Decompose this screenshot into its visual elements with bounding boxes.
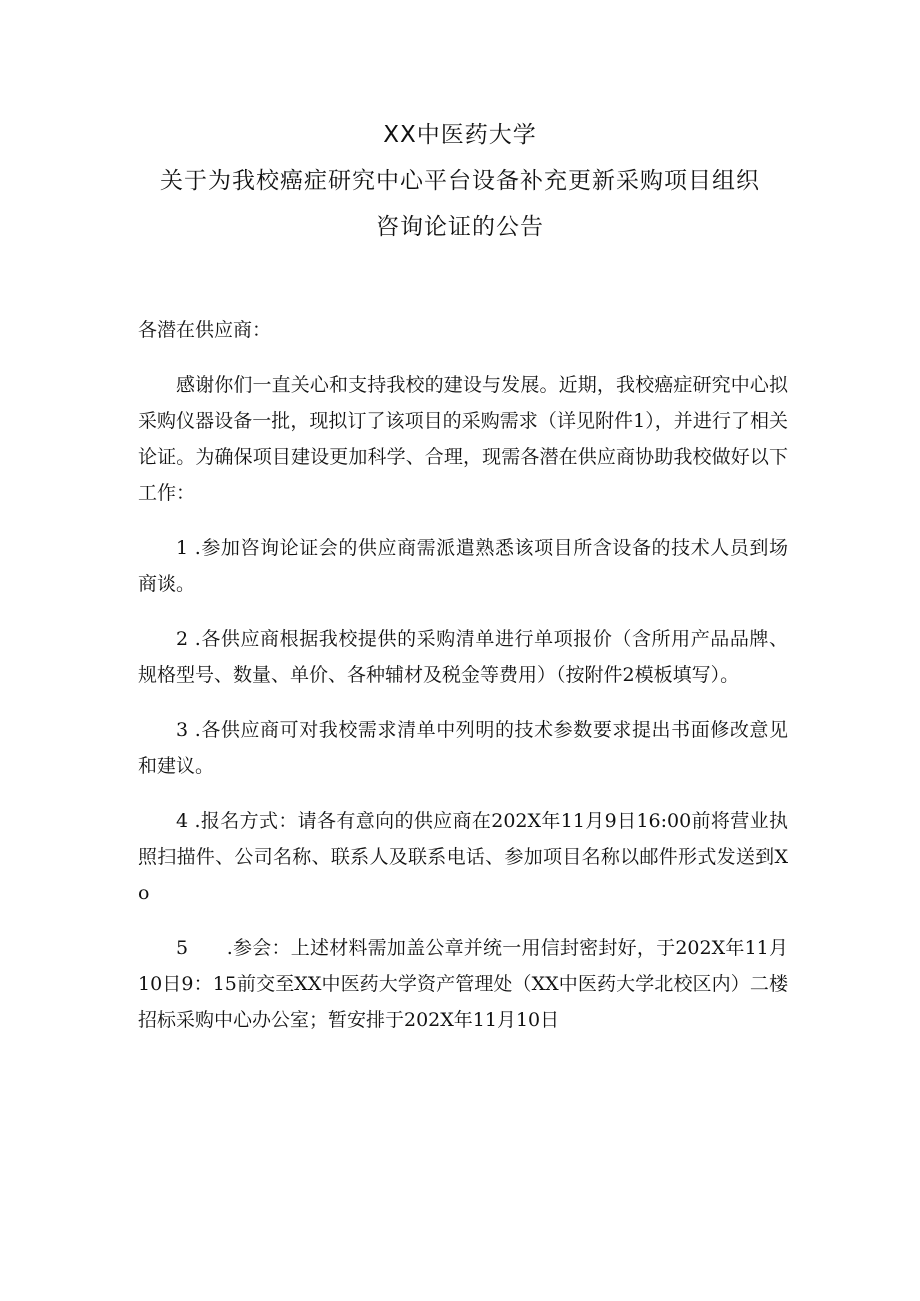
item-4-paragraph: 4 .报名方式：请各有意向的供应商在202X年11月9日16:00前将营业执照扫描件、公司名称、联系人及联系电话、参加项目名称以邮件形式发送到Xo xyxy=(138,810,788,904)
title-university: XX中医药大学 xyxy=(383,122,537,148)
document-body xyxy=(138,312,788,1057)
item-3-paragraph: 3 .各供应商可对我校需求清单中列明的技术参数要求提出书面修改意见和建议。 xyxy=(138,719,788,777)
title-subject-end: 咨询论证的公告 xyxy=(376,214,544,240)
document-title xyxy=(0,112,920,250)
item-5-paragraph: 5 .参会：上述材料需加盖公章并统一用信封密封好，于202X年11月10日9：15前交至XX中医药大学资产管理处（XX中医药大学北校区内）二楼招标采购中心办公室；暂安排于202X年11月10日 xyxy=(138,937,788,1031)
salutation: 各潜在供应商： xyxy=(138,319,272,341)
title-subject: 关于为我校癌症研究中心平台设备补充更新采购项目组织 xyxy=(160,168,760,194)
item-2-paragraph: 2 .各供应商根据我校提供的采购清单进行单项报价（含所用产品品牌、规格型号、数量、单价、各种辅材及税金等费用）（按附件2模板填写）。 xyxy=(138,628,788,686)
item-1-paragraph: 1 .参加咨询论证会的供应商需派遣熟悉该项目所含设备的技术人员到场商谈。 xyxy=(138,537,788,595)
intro-paragraph: 感谢你们一直关心和支持我校的建设与发展。近期，我校癌症研究中心拟采购仪器设备一批，现拟订了该项目的采购需求（详见附件1），并进行了相关论证。为确保项目建设更加科学、合理，现需各潜在供应商协助我校做好以下工作： xyxy=(138,374,788,504)
